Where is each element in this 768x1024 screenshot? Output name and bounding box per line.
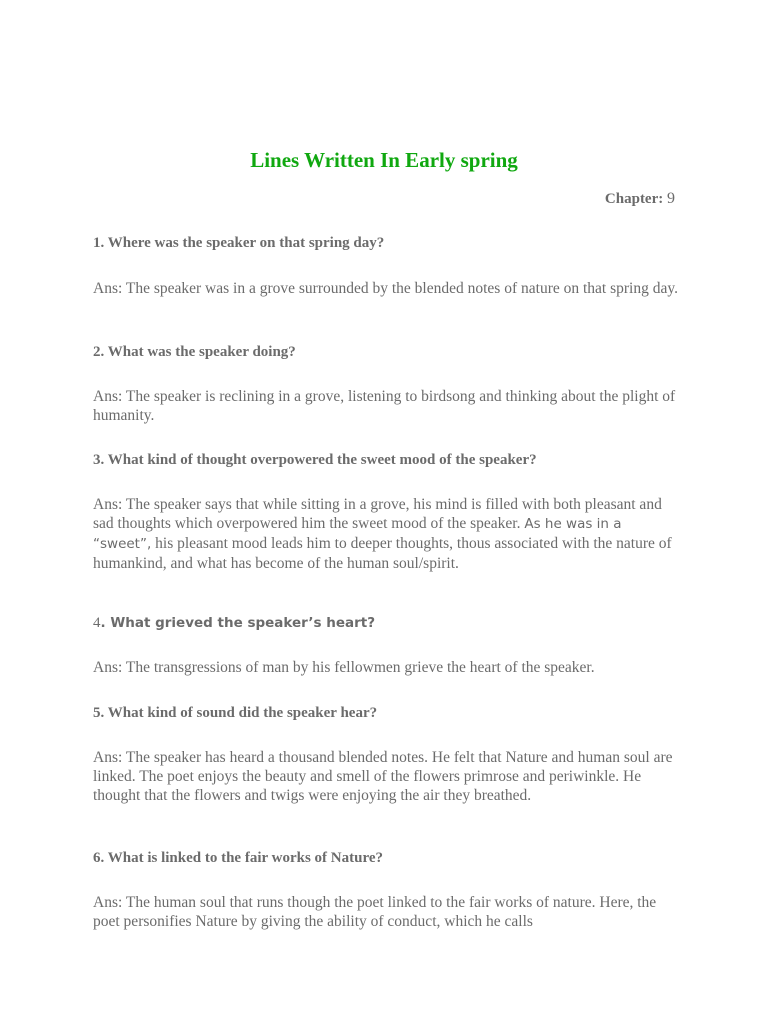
- answer-2: Ans: The speaker is reclining in a grove, listening to birdsong and thinking about the plight of humanity.: [93, 388, 676, 424]
- question-5: 5. What kind of sound did the speaker hear?: [93, 705, 378, 721]
- answer-3: [93, 495, 683, 573]
- question-6: 6. What is linked to the fair works of Nature?: [93, 850, 384, 866]
- answer-3-part-2: As he was in a “sweet”,: [93, 516, 622, 552]
- question-4-text: . What grieved the speaker’s heart?: [100, 615, 376, 631]
- answer-3-part-1: Ans: The speaker says that while sitting in a grove, his mind is filled with both pleasant and sad thoughts which overpowered him the sweet mood of the speaker.: [93, 496, 662, 532]
- chapter-label: Chapter:: [604, 191, 664, 207]
- answer-4: Ans: The transgressions of man by his fellowmen grieve the heart of the speaker.: [93, 659, 595, 676]
- answer-3-part-3: his pleasant mood leads him to deeper thoughts, thous associated with the nature of humankind, and what has become of the human soul/spirit.: [93, 535, 672, 572]
- question-4-number: 4: [93, 615, 101, 631]
- question-1: 1. Where was the speaker on that spring day?: [93, 235, 385, 251]
- question-3: 3. What kind of thought overpowered the sweet mood of the speaker?: [93, 452, 537, 468]
- answer-6: Ans: The human soul that runs though the poet linked to the fair works of nature. Here, the poet personifies Nature by giving the ability of conduct, which he calls: [93, 894, 657, 930]
- chapter-number: 9: [667, 190, 675, 207]
- answer-1: Ans: The speaker was in a grove surrounded by the blended notes of nature on that spring day.: [93, 280, 678, 297]
- question-4: [93, 614, 683, 633]
- answer-5: Ans: The speaker has heard a thousand blended notes. He felt that Nature and human soul are linked. The poet enjoys the beauty and smell of the flowers primrose and periwinkle. He thought that the flowers and twigs were enjoying the air they breathed.: [93, 749, 673, 804]
- document-title: Lines Written In Early spring: [250, 148, 518, 172]
- chapter-indicator: [605, 189, 675, 209]
- question-2: 2. What was the speaker doing?: [93, 344, 296, 360]
